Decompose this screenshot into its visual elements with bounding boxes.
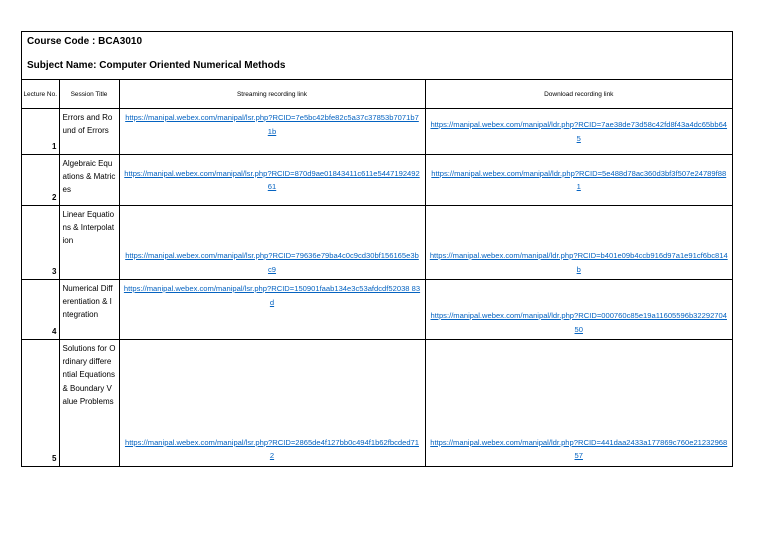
streaming-link-cell (119, 206, 425, 280)
streaming-link[interactable]: https://manipal.webex.com/manipal/lsr.php?RCID=7e5bc42bfe82c5a37c37853b7071b71b (125, 113, 419, 136)
recordings-table (22, 80, 732, 466)
col-streaming-link: Streaming recording link (119, 80, 425, 109)
session-title: Algebraic Equations & Matrices (59, 155, 119, 206)
streaming-link-cell (119, 340, 425, 466)
download-link-cell (425, 206, 732, 280)
streaming-link[interactable]: https://manipal.webex.com/manipal/lsr.php?RCID=2865de4f127bb0c494f1b62fbcded712 (124, 437, 420, 460)
download-link-cell (425, 109, 732, 155)
table-row (22, 155, 732, 206)
lecture-number: 2 (22, 155, 59, 206)
col-session-title: Session Title (59, 80, 119, 109)
sheet-header (22, 32, 732, 80)
col-download-link: Download recording link (425, 80, 732, 109)
download-link-cell (425, 155, 732, 206)
course-sheet (21, 31, 733, 467)
lecture-number: 5 (22, 340, 59, 466)
lecture-number: 4 (22, 280, 59, 340)
lecture-number: 1 (22, 109, 59, 155)
table-header-row (22, 80, 732, 109)
streaming-link[interactable]: https://manipal.webex.com/manipal/lsr.php?RCID=870d9ae01843411c611e544719249261 (124, 168, 420, 191)
download-link[interactable]: https://manipal.webex.com/manipal/ldr.php?RCID=b401e09b4ccb916d97a1e91cf6bc814b (429, 251, 728, 274)
download-link[interactable]: https://manipal.webex.com/manipal/ldr.php?RCID=441daa2433a177869c760e2123296857 (430, 437, 728, 460)
course-code: Course Code : BCA3010 (27, 36, 143, 47)
streaming-link-cell (119, 155, 425, 206)
session-title: Numerical Differentiation & Integration (59, 280, 119, 340)
table-row (22, 340, 732, 466)
download-link[interactable]: https://manipal.webex.com/manipal/ldr.php?RCID=000760c85e19a11605596b3229270450 (430, 311, 727, 334)
col-lecture-no: Lecture No. (22, 80, 59, 109)
session-title: Solutions for Ordinary differential Equations & Boundary Value Problems (59, 340, 119, 466)
table-row (22, 109, 732, 155)
download-link[interactable]: https://manipal.webex.com/manipal/ldr.php?RCID=5e488d78ac360d3bf3f507e24789f881 (431, 168, 727, 191)
table-row (22, 280, 732, 340)
subject-name: Subject Name: Computer Oriented Numerical Methods (27, 60, 286, 71)
streaming-link-cell (119, 280, 425, 340)
table-row (22, 206, 732, 280)
session-title: Linear Equations & Interpolation (59, 206, 119, 280)
download-link-cell (425, 280, 732, 340)
streaming-link[interactable]: https://manipal.webex.com/manipal/lsr.php?RCID=150901faab134e3c53afdcdf52038 83d (123, 284, 421, 307)
download-link[interactable]: https://manipal.webex.com/manipal/ldr.php?RCID=7ae38de73d58c42fd8f43a4dc65bb645 (430, 120, 728, 143)
streaming-link[interactable]: https://manipal.webex.com/manipal/lsr.php?RCID=79636e79ba4c0c9cd30bf156165e3bc9 (125, 251, 419, 274)
streaming-link-cell (119, 109, 425, 155)
download-link-cell (425, 340, 732, 466)
session-title: Errors and Round of Errors (59, 109, 119, 155)
lecture-number: 3 (22, 206, 59, 280)
